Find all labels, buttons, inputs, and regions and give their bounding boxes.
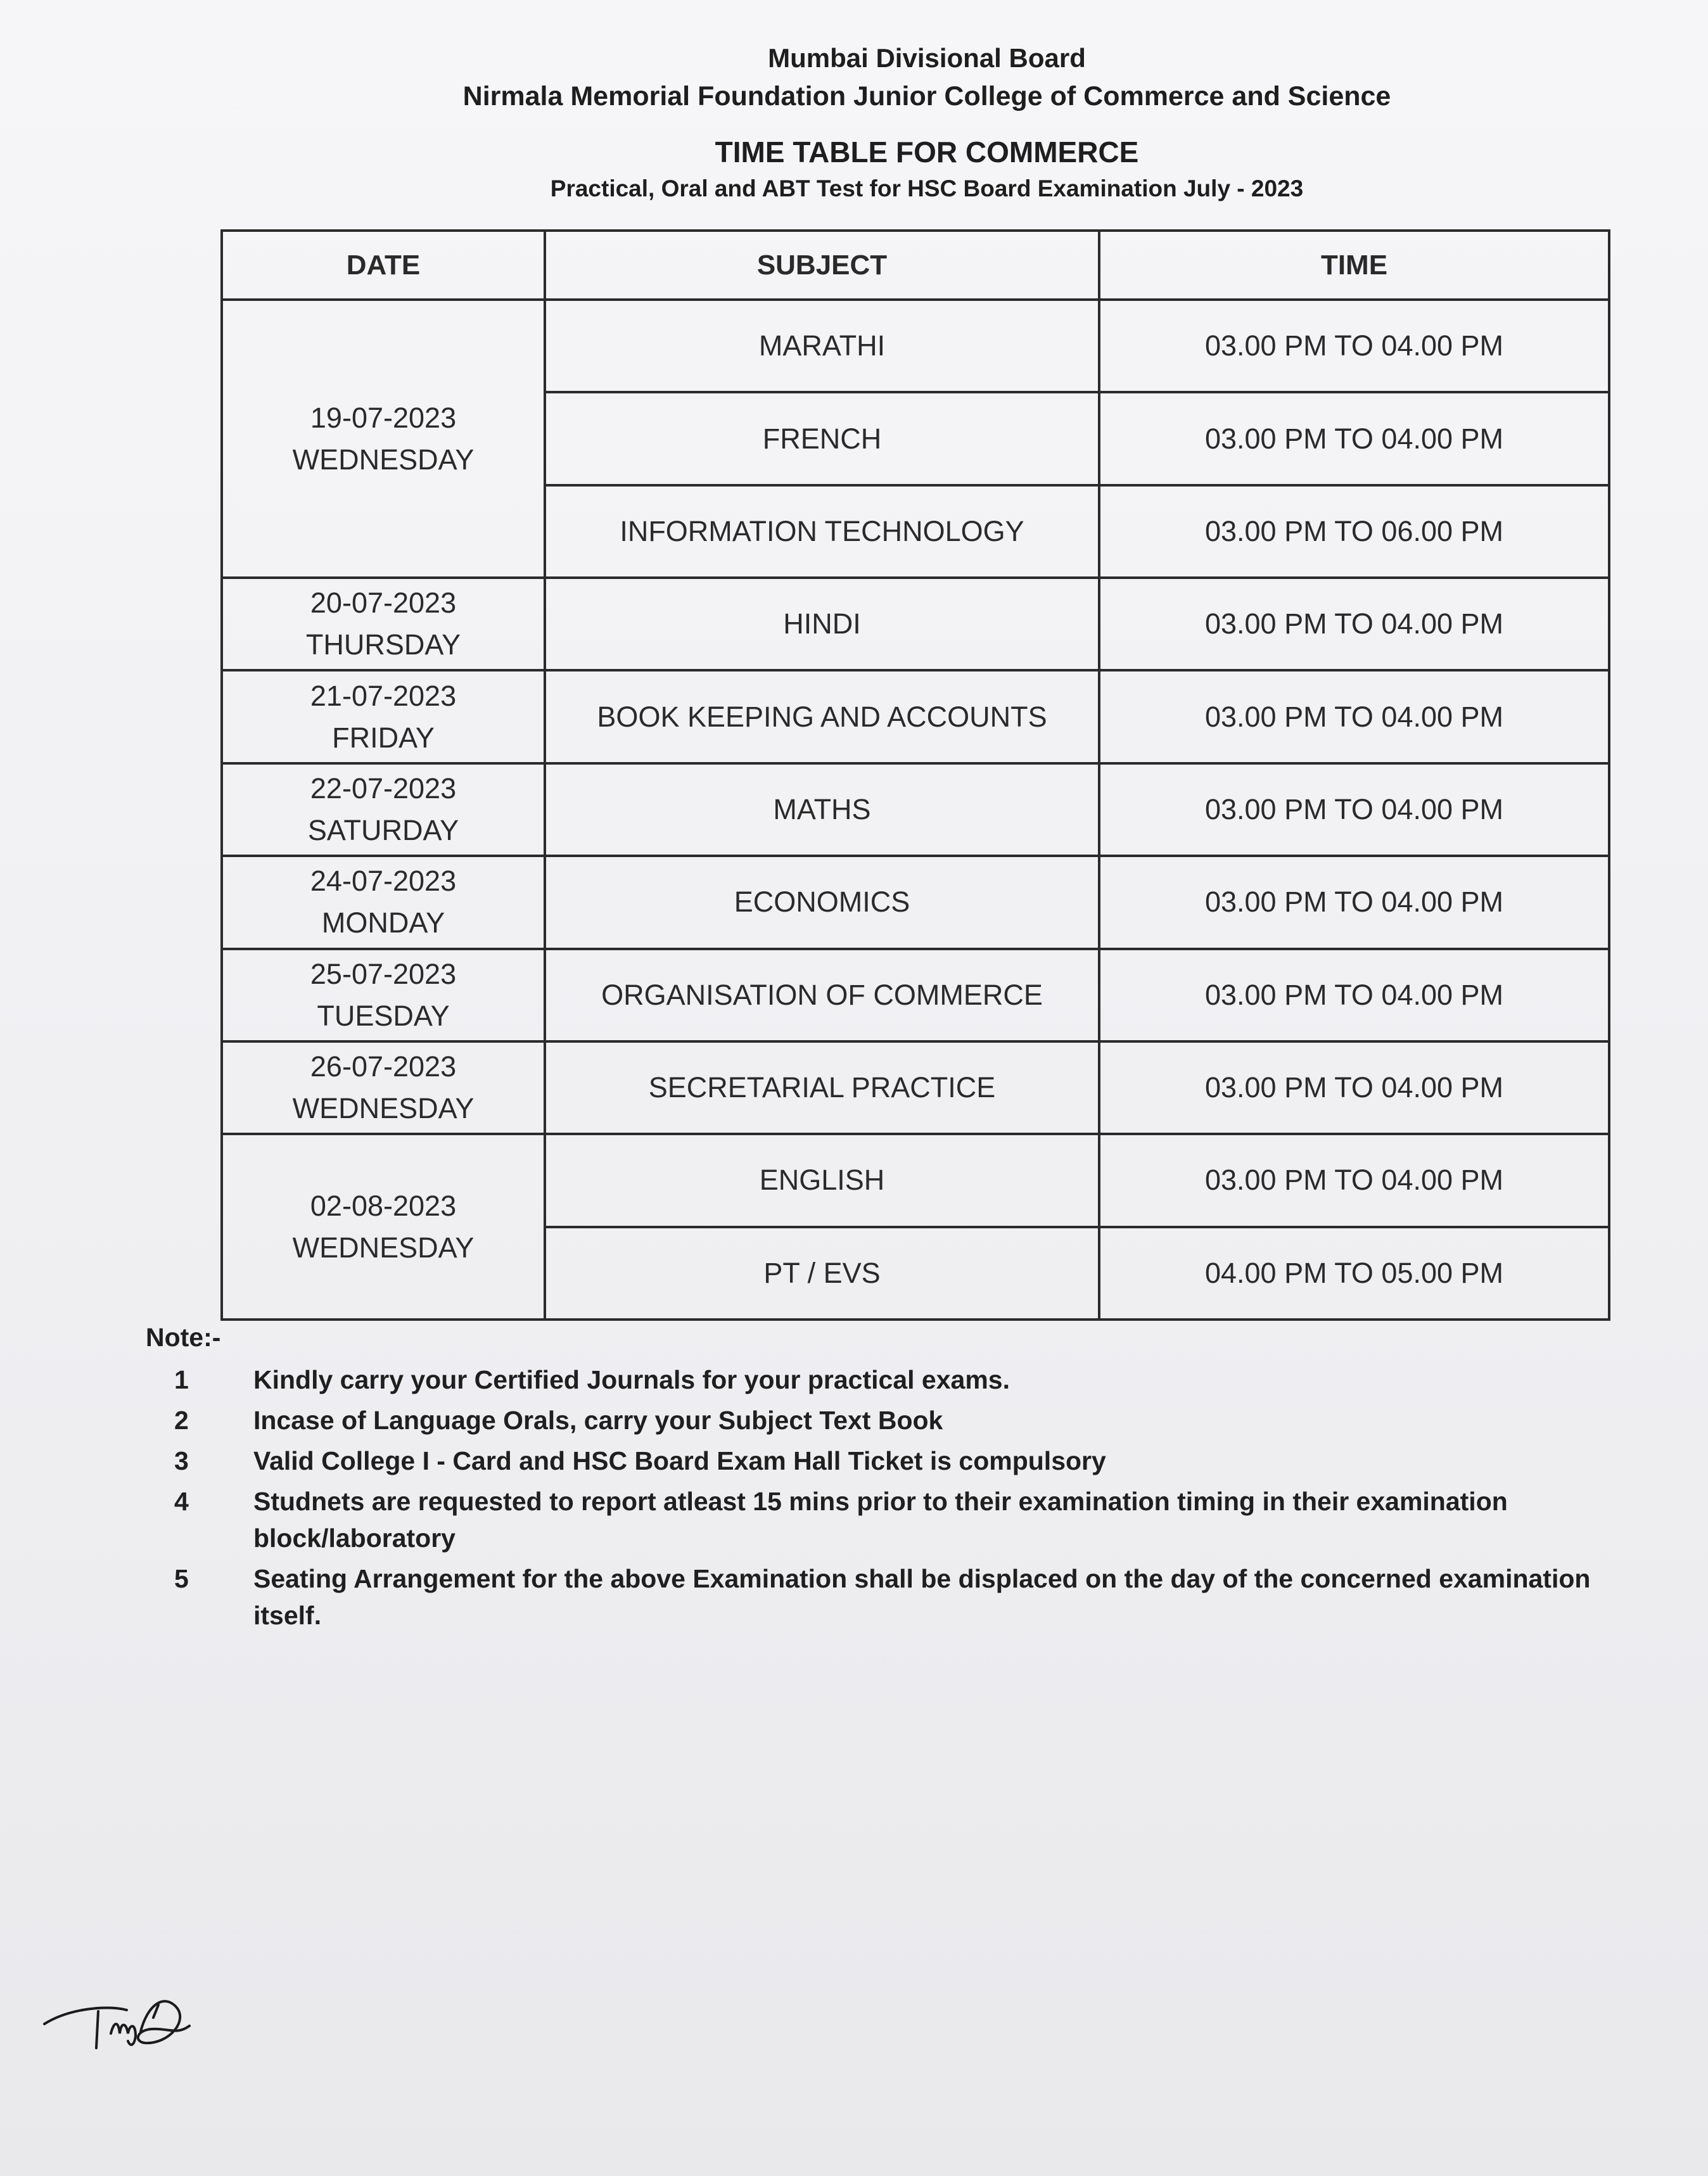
date-cell <box>222 300 545 578</box>
exam-timetable <box>220 229 1610 1321</box>
college-name: Nirmala Memorial Foundation Junior College of Commerce and Science <box>462 81 1391 111</box>
note-text: Incase of Language Orals, carry your Subject Text Book <box>253 1406 943 1435</box>
table-header-row <box>222 231 1609 300</box>
subject-cell: MARATHI <box>545 300 1099 392</box>
table-row <box>222 1041 1609 1134</box>
exam-day: THURSDAY <box>305 628 461 661</box>
subject-cell: SECRETARIAL PRACTICE <box>545 1041 1099 1134</box>
subject-cell: HINDI <box>545 578 1099 670</box>
exam-date: 19-07-2023 <box>310 401 457 434</box>
note-text: Seating Arrangement for the above Examination shall be displaced on the day of the concerned examination itself. <box>253 1564 1591 1630</box>
note-number: 5 <box>174 1564 189 1593</box>
time-column-header: TIME <box>1099 231 1609 300</box>
table-row <box>222 763 1609 856</box>
exam-date: 26-07-2023 <box>310 1050 457 1083</box>
timetable-subtitle: Practical, Oral and ABT Test for HSC Board Examination July - 2023 <box>550 175 1304 201</box>
note-text: Studnets are requested to report atleast 15 mins prior to their examination timing in their examination block/laboratory <box>253 1487 1508 1553</box>
note-text: Valid College I - Card and HSC Board Exam Hall Ticket is compulsory <box>253 1446 1106 1475</box>
note-number: 2 <box>174 1406 189 1435</box>
table-row <box>222 856 1609 948</box>
table-row <box>222 1134 1609 1226</box>
date-cell <box>222 1041 545 1134</box>
table-row <box>222 300 1609 392</box>
exam-day: TUESDAY <box>317 999 450 1032</box>
subject-cell: ORGANISATION OF COMMERCE <box>545 949 1099 1041</box>
time-cell: 03.00 PM TO 04.00 PM <box>1099 1041 1609 1134</box>
list-item <box>146 1402 1603 1439</box>
date-cell <box>222 763 545 856</box>
note-text: Kindly carry your Certified Journals for your practical exams. <box>253 1365 1010 1394</box>
time-cell: 03.00 PM TO 04.00 PM <box>1099 856 1609 948</box>
subject-column-header: SUBJECT <box>545 231 1099 300</box>
exam-date: 21-07-2023 <box>310 679 457 712</box>
exam-date: 20-07-2023 <box>310 587 457 620</box>
exam-date: 02-08-2023 <box>310 1189 457 1222</box>
signature-mark <box>32 1973 203 2062</box>
subject-cell: BOOK KEEPING AND ACCOUNTS <box>545 670 1099 763</box>
exam-date: 22-07-2023 <box>310 772 457 805</box>
table-row <box>222 949 1609 1041</box>
date-column-header: DATE <box>222 231 545 300</box>
time-cell: 03.00 PM TO 04.00 PM <box>1099 949 1609 1041</box>
exam-day: SATURDAY <box>307 813 459 846</box>
time-cell: 03.00 PM TO 04.00 PM <box>1099 670 1609 763</box>
exam-date: 24-07-2023 <box>310 865 457 898</box>
date-cell <box>222 949 545 1041</box>
subject-cell: INFORMATION TECHNOLOGY <box>545 485 1099 578</box>
time-cell: 03.00 PM TO 04.00 PM <box>1099 763 1609 856</box>
time-cell: 03.00 PM TO 04.00 PM <box>1099 392 1609 485</box>
time-cell: 03.00 PM TO 04.00 PM <box>1099 1134 1609 1226</box>
note-number: 3 <box>174 1446 189 1475</box>
time-cell: 03.00 PM TO 04.00 PM <box>1099 578 1609 670</box>
note-number: 1 <box>174 1365 189 1394</box>
subject-cell: FRENCH <box>545 392 1099 485</box>
exam-date: 25-07-2023 <box>310 957 457 990</box>
date-cell <box>222 856 545 948</box>
exam-day: FRIDAY <box>332 721 435 754</box>
date-cell <box>222 670 545 763</box>
table-row <box>222 670 1609 763</box>
timetable-title: TIME TABLE FOR COMMERCE <box>715 136 1139 169</box>
subject-cell: PT / EVS <box>545 1227 1099 1320</box>
exam-day: WEDNESDAY <box>292 1092 475 1125</box>
exam-day: MONDAY <box>321 907 445 939</box>
time-cell: 04.00 PM TO 05.00 PM <box>1099 1227 1609 1320</box>
subject-cell: MATHS <box>545 763 1099 856</box>
date-cell <box>222 1134 545 1320</box>
list-item <box>146 1483 1603 1556</box>
subject-cell: ECONOMICS <box>545 856 1099 948</box>
list-item <box>146 1361 1603 1398</box>
notes-title: Note:- <box>146 1323 221 1352</box>
notes-section <box>146 1323 1603 1638</box>
list-item <box>146 1560 1603 1634</box>
subject-cell: ENGLISH <box>545 1134 1099 1226</box>
board-name: Mumbai Divisional Board <box>768 43 1086 73</box>
list-item <box>146 1442 1603 1479</box>
exam-day: WEDNESDAY <box>292 1231 475 1264</box>
date-cell <box>222 578 545 670</box>
table-row <box>222 578 1609 670</box>
time-cell: 03.00 PM TO 04.00 PM <box>1099 300 1609 392</box>
note-number: 4 <box>174 1487 189 1516</box>
exam-day: WEDNESDAY <box>292 443 475 476</box>
time-cell: 03.00 PM TO 06.00 PM <box>1099 485 1609 578</box>
